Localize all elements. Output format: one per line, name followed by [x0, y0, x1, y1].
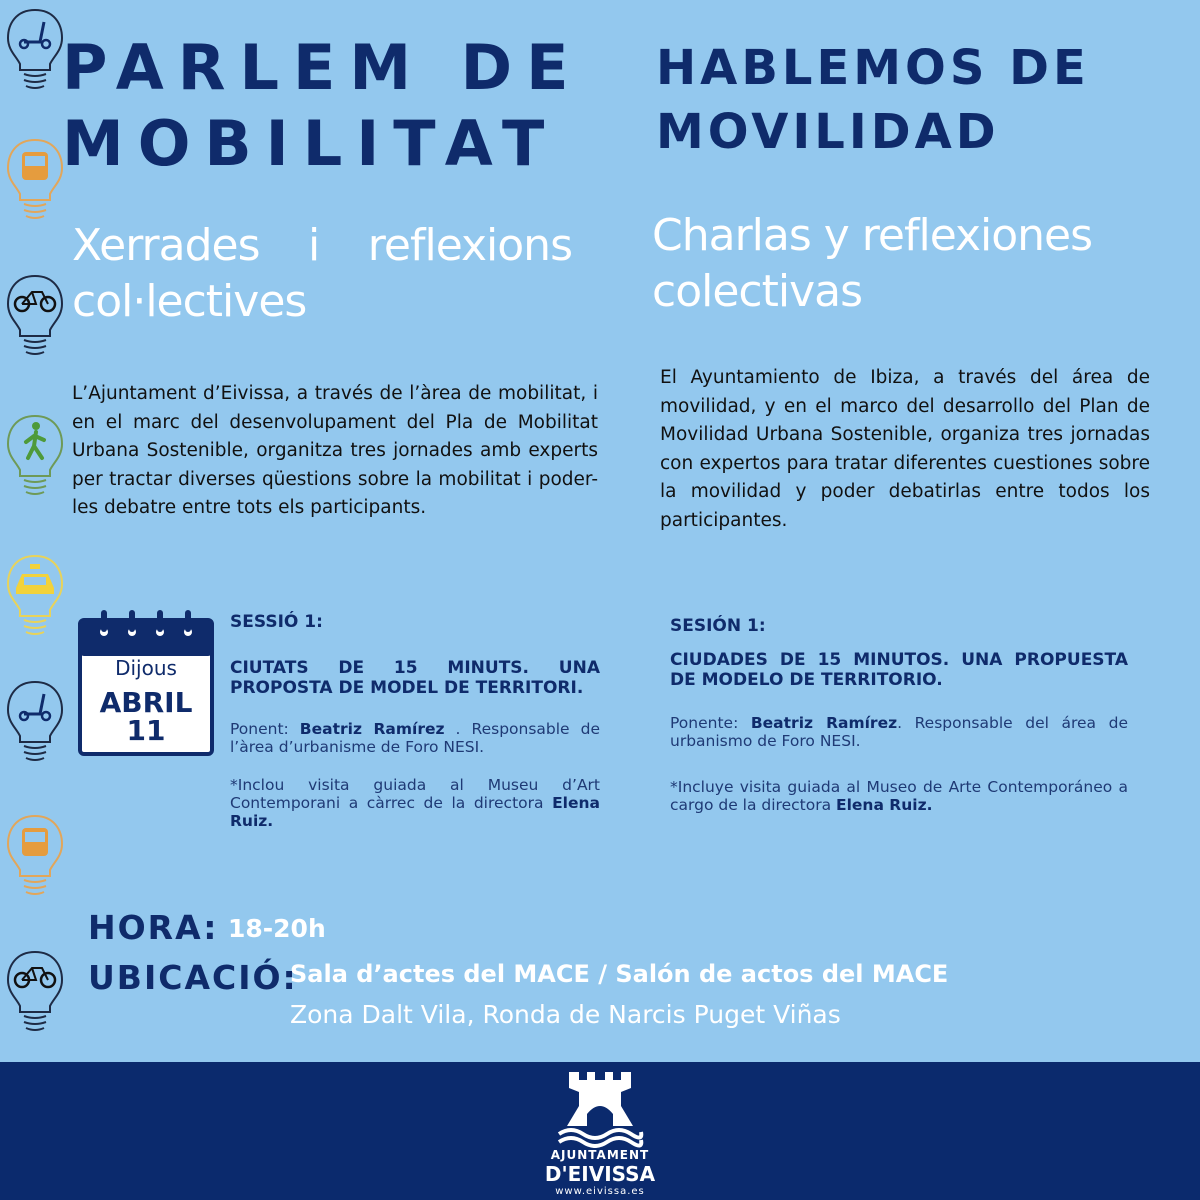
title-catalan	[62, 30, 582, 182]
scooter-icon	[0, 4, 70, 104]
bus-icon	[0, 134, 70, 234]
session-title-spanish: CIUDADES DE 15 MINUTOS. UNA PROPUESTA DE MODELO DE TERRITORIO.	[670, 650, 1128, 690]
bicycle-icon	[0, 270, 70, 370]
footer	[0, 1062, 1200, 1200]
subtitle-spanish: Charlas y reflexiones colectivas	[652, 210, 1093, 317]
bus-icon	[0, 810, 70, 910]
address: Zona Dalt Vila, Ronda de Narcis Puget Viñas	[290, 1000, 841, 1029]
calendar-weekday: Dijous	[115, 656, 177, 680]
time-label: HORA:	[88, 908, 219, 947]
speaker-prefix: Ponent:	[230, 720, 300, 738]
logo-line2: D'EIVISSA	[544, 1162, 656, 1186]
visit-prefix: *Incluye visita guiada al Museo de Arte Contemporáneo a cargo de la directora	[670, 778, 1128, 814]
place-value: Sala d’actes del MACE / Salón de actos del MACE	[290, 960, 949, 988]
time-value: 18-20h	[228, 914, 326, 943]
title-catalan-line2: MOBILITAT	[62, 107, 559, 180]
speaker-suffix: . Responsable de l’àrea d’urbanisme de Foro NESI.	[230, 720, 600, 756]
place-label: UBICACIÓ:	[88, 958, 298, 997]
title-catalan-line1: PARLEM DE	[62, 31, 583, 104]
subtitle-catalan: Xerrades i reflexions col·lectives	[72, 220, 572, 327]
session-label-catalan: SESSIÓ 1:	[230, 612, 323, 632]
visit-name: Elena Ruiz.	[230, 794, 600, 830]
bicycle-icon	[0, 946, 70, 1046]
speaker-suffix: . Responsable del área de urbanismo de Foro NESI.	[670, 714, 1128, 750]
speaker-spanish	[670, 714, 1128, 750]
speaker-catalan	[230, 720, 600, 756]
calendar-day: 11	[126, 714, 166, 747]
logo-line1: AJUNTAMENT	[550, 1148, 650, 1162]
visit-note-spanish	[670, 778, 1128, 814]
visit-note-catalan	[230, 776, 600, 830]
title-spanish-line2: MOVILIDAD	[656, 104, 1000, 160]
visit-prefix: *Inclou visita guiada al Museu d’Art Contemporani a càrrec de la directora	[230, 776, 600, 812]
title-spanish-line1: HABLEMOS DE	[656, 40, 1090, 96]
session-title-catalan: CIUTATS DE 15 MINUTS. UNA PROPOSTA DE MODEL DE TERRITORI.	[230, 658, 600, 698]
calendar-icon	[78, 610, 214, 758]
visit-name: Elena Ruiz.	[836, 796, 933, 814]
speaker-name: Beatriz Ramírez	[299, 720, 445, 738]
calendar-month: ABRIL	[99, 686, 193, 719]
title-spanish	[656, 36, 1090, 164]
side-icons	[0, 0, 70, 1060]
body-spanish: El Ayuntamiento de Ibiza, a través del área de movilidad, y en el marco del desarrollo del Plan de Movilidad Urbana Sostenible, organiza tres jornadas con expertos para tratar diferentes cuestiones sobre la movilidad y poder debatirlas entre todos los participantes.	[660, 367, 1150, 531]
speaker-name: Beatriz Ramírez	[750, 714, 898, 732]
session-label-spanish: SESIÓN 1:	[670, 616, 766, 636]
castle-logo-icon	[555, 1068, 645, 1148]
body-catalan: L’Ajuntament d’Eivissa, a través de l’àrea de mobilitat, i en el marc del desenvolupament del Pla de Mobilitat Urbana Sostenible, organitza tres jornades amb experts per tractar diverses qüestions sobre la mobilitat i poder-les debatre entre tots els participants.	[72, 383, 598, 518]
taxi-icon	[0, 550, 70, 650]
website-link[interactable]: www.eivissa.es	[555, 1186, 645, 1197]
speaker-prefix: Ponente:	[670, 714, 751, 732]
pedestrian-icon	[0, 410, 70, 510]
scooter-icon	[0, 676, 70, 776]
